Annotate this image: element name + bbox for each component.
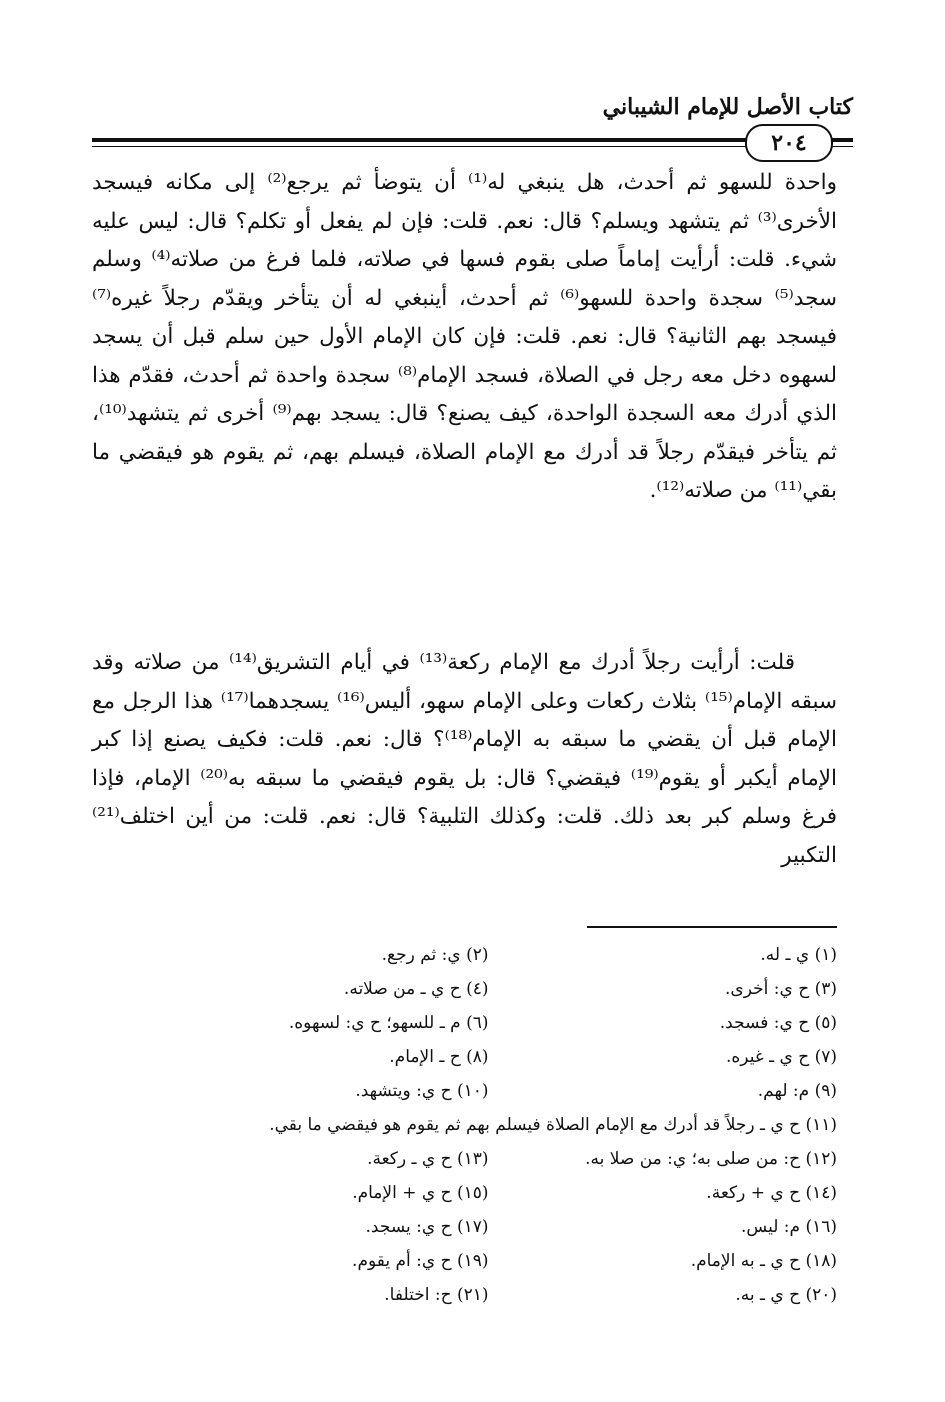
footnote-18: (١٨) ح ي ـ به الإمام. xyxy=(690,1251,837,1271)
footnote-row xyxy=(140,1108,837,1142)
footnote-row xyxy=(140,938,837,972)
footnote-14: (١٤) ح ي + ركعة. xyxy=(706,1183,837,1203)
footnote-row xyxy=(140,1040,837,1074)
header-rule-thick xyxy=(92,138,853,142)
footnote-21: (٢١) ح: اختلفا. xyxy=(384,1285,489,1305)
footnote-row xyxy=(140,1278,837,1312)
footnote-row xyxy=(140,1176,837,1210)
footnote-row xyxy=(140,972,837,1006)
footnote-7: (٧) ح ي ـ غيره. xyxy=(726,1047,837,1067)
footnote-8: (٨) ح ـ الإمام. xyxy=(389,1047,489,1067)
footnote-12: (١٢) ح: من صلى به؛ ي: من صلا به. xyxy=(585,1149,837,1169)
footnote-5: (٥) ح ي: فسجد. xyxy=(719,1013,837,1033)
footnote-row xyxy=(140,1074,837,1108)
footnote-row xyxy=(140,1210,837,1244)
footnote-3: (٣) ح ي: أخرى. xyxy=(725,979,837,999)
footnote-10: (١٠) ح ي: ويتشهد. xyxy=(355,1081,489,1101)
footnote-16: (١٦) م: ليس. xyxy=(741,1217,837,1237)
body-paragraph-2: قلت: أرأيت رجلاً أدرك مع الإمام ركعة⁽¹³⁾ في أيام التشريق⁽¹⁴⁾ من صلاته وقد سبقه الإمام⁽¹⁵⁾ بثلاث ركعات وعلى الإمام سهو، أليس⁽¹⁶⁾ يسجدهما⁽¹⁷⁾ هذا الرجل مع الإمام قبل أن يقضي ما سبقه به الإمام⁽¹⁸⁾؟ قال: نعم. قلت: فكيف يصنع إذا كبر الإمام أيكبر أو يقوم⁽¹⁹⁾ فيقضي؟ قال: بل يقوم فيقضي ما سبقه به⁽²⁰⁾ الإمام، فإذا فرغ وسلم كبر بعد ذلك. قلت: وكذلك التلبية؟ قال: نعم. قلت: من أين اختلف⁽²¹⁾ التكبير xyxy=(92,650,837,868)
footnote-13: (١٣) ح ي ـ ركعة. xyxy=(367,1149,489,1169)
footnotes xyxy=(140,938,837,1312)
running-header-title: كتاب الأصل للإمام الشيباني xyxy=(602,94,853,120)
footnote-15: (١٥) ح ي + الإمام. xyxy=(352,1183,489,1203)
footnote-2: (٢) ي: ثم رجع. xyxy=(381,945,489,965)
footnote-1: (١) ي ـ له. xyxy=(760,945,837,965)
header-rule-thin xyxy=(92,146,853,147)
body-paragraph-1: واحدة للسهو ثم أحدث، هل ينبغي له⁽¹⁾ أن يتوضأ ثم يرجع⁽²⁾ إلى مكانه فيسجد الأخرى⁽³⁾ ثم يتشهد ويسلم؟ قال: نعم. قلت: فإن لم يفعل أو تكلم؟ قال: ليس عليه شيء. قلت: أرأيت إماماً صلى بقوم فسها في صلاته، فلما فرغ من صلاته⁽⁴⁾ وسلم سجد⁽⁵⁾ سجدة واحدة للسهو⁽⁶⁾ ثم أحدث، أينبغي له أن يتأخر ويقدّم رجلاً غيره⁽⁷⁾ فيسجد بهم الثانية؟ قال: نعم. قلت: فإن كان الإمام الأول حين سلم قبل أن يسجد لسهوه دخل معه رجل في الصلاة، فسجد الإمام⁽⁸⁾ سجدة واحدة ثم أحدث، فقدّم هذا الذي أدرك معه السجدة الواحدة، كيف يصنع؟ قال: يسجد بهم⁽⁹⁾ أخرى ثم يتشهد⁽¹⁰⁾، ثم يتأخر فيقدّم رجلاً قد أدرك مع الإمام الصلاة، فيسلم بهم، ثم يقوم هو فيقضي ما بقي⁽¹¹⁾ من صلاته⁽¹²⁾. xyxy=(92,170,837,503)
footnote-19: (١٩) ح ي: أم يقوم. xyxy=(352,1251,489,1271)
footnote-6: (٦) م ـ للسهو؛ ح ي: لسهوه. xyxy=(288,1013,489,1033)
footnote-row xyxy=(140,1006,837,1040)
footnote-20: (٢٠) ح ي ـ به. xyxy=(735,1285,837,1305)
footnote-row xyxy=(140,1244,837,1278)
footnote-row xyxy=(140,1142,837,1176)
footnote-9: (٩) م: لهم. xyxy=(757,1081,837,1101)
footnote-17: (١٧) ح ي: يسجد. xyxy=(365,1217,489,1237)
page-number-badge: ٢٠٤ xyxy=(745,124,833,162)
footnote-separator xyxy=(587,926,837,928)
footnote-4: (٤) ح ي ـ من صلاته. xyxy=(343,979,489,999)
footnote-11: (١١) ح ي ـ رجلاً قد أدرك مع الإمام الصلاة فيسلم بهم ثم يقوم هو فيقضي ما بقي. xyxy=(269,1115,837,1135)
